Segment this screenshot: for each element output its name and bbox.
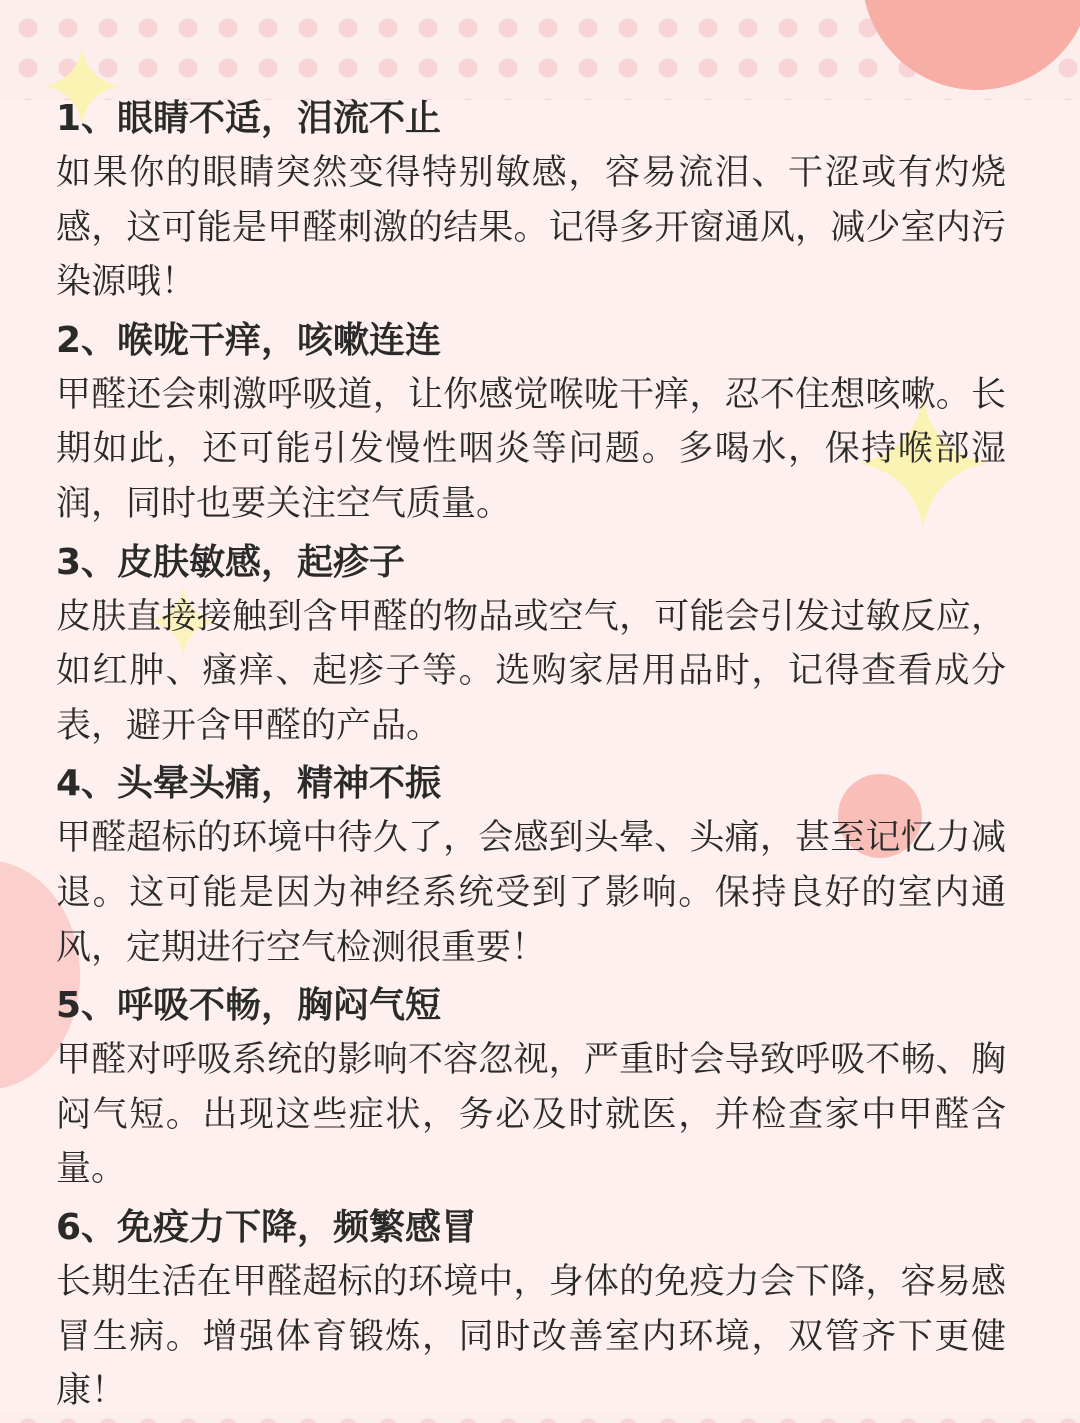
- symptom-section: [56, 979, 1006, 1197]
- symptom-section: [56, 314, 1006, 532]
- section-body: 甲醛还会刺激呼吸道，让你感觉喉咙干痒，忍不住想咳嗽。长期如此，还可能引发慢性咽炎等问题。多喝水，保持喉部湿润，同时也要关注空气质量。: [56, 374, 1006, 524]
- symptom-section: [56, 92, 1006, 310]
- symptom-section: [56, 757, 1006, 975]
- section-heading: 1、眼睛不适，泪流不止: [56, 98, 442, 139]
- article-content: [56, 92, 1006, 1423]
- symptom-section: [56, 1201, 1006, 1419]
- section-body: 甲醛对呼吸系统的影响不容忽视，严重时会导致呼吸不畅、胸闷气短。出现这些症状，务必及时就医，并检查家中甲醛含量。: [56, 1040, 1006, 1190]
- section-body: 如果你的眼睛突然变得特别敏感，容易流泪、干涩或有灼烧感，这可能是甲醛刺激的结果。记得多开窗通风，减少室内污染源哦！: [56, 153, 1006, 303]
- section-body: 长期生活在甲醛超标的环境中，身体的免疫力会下降，容易感冒生病。增强体育锻炼，同时改善室内环境，双管齐下更健康！: [56, 1261, 1006, 1412]
- symptom-section: [56, 536, 1006, 754]
- section-heading: 2、喉咙干痒，咳嗽连连: [56, 319, 442, 361]
- decorative-circle-top-right: [862, 0, 1080, 90]
- section-body: 皮肤直接接触到含甲醛的物品或空气，可能会引发过敏反应，如红肿、瘙痒、起疹子等。选购家居用品时，记得查看成分表，避开含甲醛的产品。: [56, 596, 1006, 746]
- section-heading: 4、头晕头痛，精神不振: [56, 763, 442, 805]
- section-heading: 5、呼吸不畅，胸闷气短: [56, 985, 442, 1027]
- section-heading: 6、免疫力下降，频繁感冒: [56, 1206, 478, 1248]
- section-body: 甲醛超标的环境中待久了，会感到头晕、头痛，甚至记忆力减退。这可能是因为神经系统受到了影响。保持良好的室内通风，定期进行空气检测很重要！: [56, 818, 1006, 968]
- section-heading: 3、皮肤敏感，起疹子: [56, 541, 406, 583]
